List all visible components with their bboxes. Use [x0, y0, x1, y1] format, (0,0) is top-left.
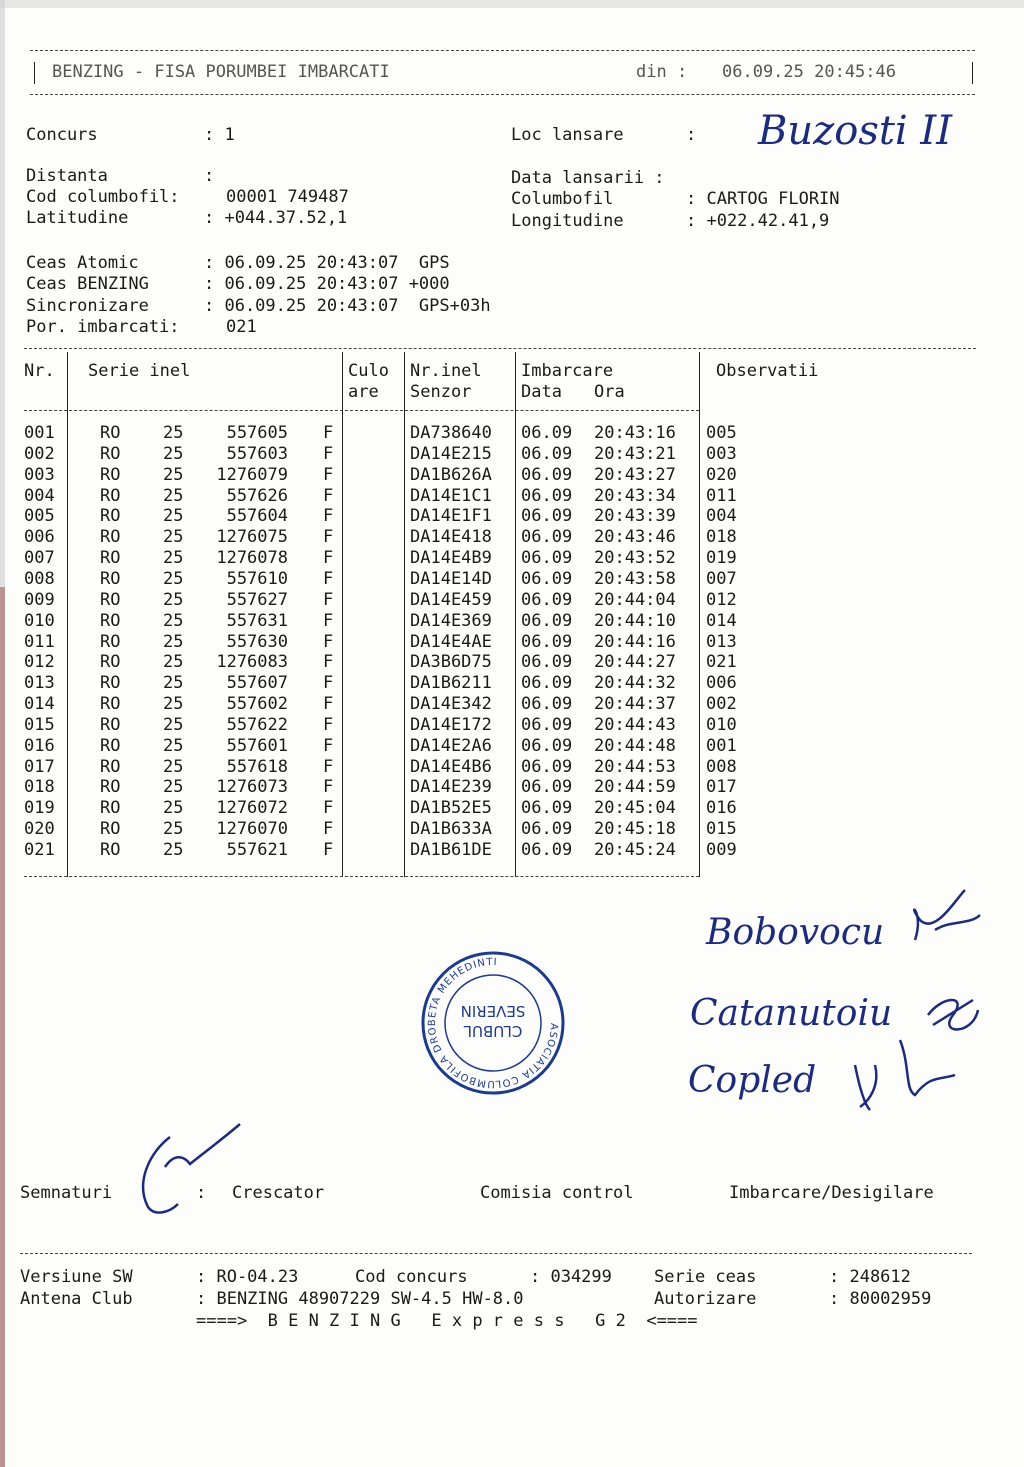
table-row — [0, 423, 1000, 444]
columbofil-value: : CARTOG FLORIN — [686, 189, 840, 209]
row-year: 25 — [163, 735, 184, 756]
row-ring-number: 557627 — [226, 589, 288, 610]
brand-banner: ====> B E N Z I N G E x p r e s s G 2 <==== — [196, 1311, 698, 1331]
row-observatii: 004 — [706, 506, 737, 527]
row-date: 06.09 — [521, 652, 573, 673]
table-row — [0, 715, 1000, 736]
row-country: RO — [100, 798, 121, 819]
row-country: RO — [100, 631, 121, 652]
row-observatii: 015 — [706, 819, 737, 840]
row-sensor-ring: DA1B52E5 — [410, 798, 492, 819]
row-time: 20:44:43 — [594, 714, 676, 735]
row-observatii: 008 — [706, 756, 737, 777]
row-country: RO — [100, 485, 121, 506]
row-date: 06.09 — [521, 798, 573, 819]
row-sex: F — [323, 714, 334, 735]
row-nr: 017 — [24, 756, 55, 777]
ceas-atomic-label: Ceas Atomic — [26, 253, 139, 273]
row-sensor-ring: DA14E1C1 — [410, 485, 492, 506]
row-observatii: 014 — [706, 610, 737, 631]
col-header-senzor: Senzor — [410, 382, 472, 402]
table-row — [0, 736, 1000, 757]
semnaturi-label: Semnaturi — [20, 1183, 113, 1203]
row-sensor-ring: DA14E4AE — [410, 631, 492, 652]
row-sex: F — [323, 777, 334, 798]
row-ring-number: 557607 — [226, 673, 288, 694]
row-year: 25 — [163, 819, 184, 840]
row-sex: F — [323, 506, 334, 527]
row-nr: 014 — [24, 694, 55, 715]
row-year: 25 — [163, 548, 184, 569]
row-date: 06.09 — [521, 423, 573, 443]
serie-ceas-label: Serie ceas — [654, 1267, 757, 1287]
row-date: 06.09 — [521, 548, 573, 569]
row-ring-number: 557610 — [226, 568, 288, 589]
row-observatii: 011 — [706, 485, 737, 506]
handwritten-name-3: Copled — [688, 1060, 817, 1101]
row-nr: 011 — [24, 631, 55, 652]
row-time: 20:44:37 — [594, 694, 676, 715]
row-time: 20:45:04 — [594, 798, 676, 819]
row-date: 06.09 — [521, 443, 573, 464]
table-row — [0, 444, 1000, 465]
row-ring-number: 1276079 — [216, 464, 288, 485]
col-header-data: Data — [521, 382, 562, 402]
loc-lansare-handwritten: Buzosti II — [758, 108, 953, 154]
row-observatii: 003 — [706, 443, 737, 464]
row-date: 06.09 — [521, 673, 573, 694]
columbofil-label: Columbofil — [511, 189, 614, 209]
row-year: 25 — [163, 506, 184, 527]
row-sensor-ring: DA14E239 — [410, 777, 492, 798]
row-sensor-ring: DA14E4B6 — [410, 756, 492, 777]
row-date: 06.09 — [521, 694, 573, 715]
row-sex: F — [323, 798, 334, 819]
row-time: 20:44:27 — [594, 652, 676, 673]
row-nr: 010 — [24, 610, 55, 631]
header-right-bar — [972, 62, 973, 84]
table-bottom-border — [24, 876, 699, 877]
row-observatii: 005 — [706, 423, 737, 443]
row-time: 20:43:34 — [594, 485, 676, 506]
row-sex: F — [323, 694, 334, 715]
row-time: 20:43:16 — [594, 423, 676, 443]
row-year: 25 — [163, 610, 184, 631]
row-nr: 016 — [24, 735, 55, 756]
row-country: RO — [100, 756, 121, 777]
semnaturi-colon: : — [196, 1183, 207, 1203]
porumbei-imbarcati-value: 021 — [226, 317, 257, 337]
sincronizare-label: Sincronizare — [26, 296, 149, 316]
row-nr: 007 — [24, 548, 55, 569]
row-ring-number: 557621 — [226, 840, 288, 860]
row-sensor-ring: DA14E418 — [410, 527, 492, 548]
table-row — [0, 548, 1000, 569]
row-nr: 008 — [24, 568, 55, 589]
row-country: RO — [100, 735, 121, 756]
row-country: RO — [100, 568, 121, 589]
row-country: RO — [100, 443, 121, 464]
row-year: 25 — [163, 714, 184, 735]
col-header-serie-inel: Serie inel — [88, 361, 191, 381]
row-nr: 003 — [24, 464, 55, 485]
row-ring-number: 557605 — [226, 423, 288, 443]
club-stamp — [418, 948, 568, 1098]
row-date: 06.09 — [521, 777, 573, 798]
ceas-benzing-value: : 06.09.25 20:43:07 +000 — [204, 274, 450, 294]
autorizare-label: Autorizare — [654, 1289, 757, 1309]
row-sensor-ring: DA1B61DE — [410, 840, 492, 860]
data-lansarii-label: Data lansarii : — [511, 168, 665, 188]
row-sex: F — [323, 464, 334, 485]
row-sex: F — [323, 443, 334, 464]
row-sex: F — [323, 756, 334, 777]
row-time: 20:45:24 — [594, 840, 676, 860]
row-country: RO — [100, 840, 121, 860]
stamp-line-2: SEVERIN — [460, 1002, 526, 1020]
row-sensor-ring: DA14E215 — [410, 443, 492, 464]
row-year: 25 — [163, 464, 184, 485]
serie-ceas-value: : 248612 — [829, 1267, 911, 1287]
latitudine-label: Latitudine — [26, 208, 129, 228]
row-date: 06.09 — [521, 735, 573, 756]
row-observatii: 001 — [706, 735, 737, 756]
row-date: 06.09 — [521, 485, 573, 506]
row-country: RO — [100, 527, 121, 548]
row-time: 20:43:39 — [594, 506, 676, 527]
versiune-sw-value: : RO-04.23 — [196, 1267, 299, 1287]
row-observatii: 002 — [706, 694, 737, 715]
col-header-observatii: Observatii — [716, 361, 819, 381]
row-time: 20:43:21 — [594, 443, 676, 464]
row-nr: 021 — [24, 840, 55, 860]
table-top-border — [24, 348, 976, 349]
row-ring-number: 557630 — [226, 631, 288, 652]
row-sensor-ring: DA14E342 — [410, 694, 492, 715]
row-country: RO — [100, 506, 121, 527]
row-observatii: 006 — [706, 673, 737, 694]
table-row — [0, 777, 1000, 798]
row-sensor-ring: DA1B626A — [410, 464, 492, 485]
row-ring-number: 557631 — [226, 610, 288, 631]
row-year: 25 — [163, 631, 184, 652]
row-ring-number: 557604 — [226, 506, 288, 527]
row-date: 06.09 — [521, 840, 573, 860]
row-nr: 009 — [24, 589, 55, 610]
crescator-label: Crescator — [232, 1183, 325, 1203]
table-row — [0, 694, 1000, 715]
row-nr: 006 — [24, 527, 55, 548]
row-observatii: 009 — [706, 840, 737, 860]
row-sensor-ring: DA14E14D — [410, 568, 492, 589]
antena-club-label: Antena Club — [20, 1289, 133, 1309]
table-row — [0, 465, 1000, 486]
row-ring-number: 1276070 — [216, 819, 288, 840]
row-year: 25 — [163, 589, 184, 610]
row-time: 20:43:58 — [594, 568, 676, 589]
table-row — [0, 506, 1000, 527]
footer-separator — [20, 1253, 972, 1254]
autorizare-value: : 80002959 — [829, 1289, 932, 1309]
row-year: 25 — [163, 756, 184, 777]
row-date: 06.09 — [521, 756, 573, 777]
concurs-value: : 1 — [204, 125, 235, 145]
row-country: RO — [100, 652, 121, 673]
row-nr: 001 — [24, 423, 55, 443]
handwritten-name-1: Bobovocu — [706, 912, 885, 953]
row-ring-number: 1276083 — [216, 652, 288, 673]
row-year: 25 — [163, 443, 184, 464]
col-header-nr-inel: Nr.inel — [410, 361, 482, 381]
col-header-nr: Nr. — [24, 361, 55, 381]
row-sex: F — [323, 423, 334, 443]
header-date-label: din : — [636, 62, 688, 82]
row-observatii: 020 — [706, 464, 737, 485]
row-ring-number: 557622 — [226, 714, 288, 735]
header-left-bar — [34, 62, 35, 84]
distanta-label: Distanta — [26, 166, 108, 186]
table-row — [0, 486, 1000, 507]
row-sex: F — [323, 610, 334, 631]
row-nr: 005 — [24, 506, 55, 527]
row-observatii: 010 — [706, 714, 737, 735]
signature-mark-3 — [840, 1035, 970, 1115]
porumbei-imbarcati-label: Por. imbarcati: — [26, 317, 180, 337]
row-ring-number: 1276075 — [216, 527, 288, 548]
row-ring-number: 1276078 — [216, 548, 288, 569]
row-nr: 015 — [24, 714, 55, 735]
row-country: RO — [100, 694, 121, 715]
row-ring-number: 557626 — [226, 485, 288, 506]
cod-concurs-label: Cod concurs — [355, 1267, 468, 1287]
row-observatii: 016 — [706, 798, 737, 819]
table-row — [0, 819, 1000, 840]
row-sex: F — [323, 548, 334, 569]
ceas-benzing-label: Ceas BENZING — [26, 274, 149, 294]
header-top-border — [30, 50, 975, 51]
col-header-culoare: Culo — [348, 361, 389, 381]
row-observatii: 013 — [706, 631, 737, 652]
row-sensor-ring: DA738640 — [410, 423, 492, 443]
versiune-sw-label: Versiune SW — [20, 1267, 133, 1287]
table-row — [0, 527, 1000, 548]
row-time: 20:44:04 — [594, 589, 676, 610]
row-date: 06.09 — [521, 610, 573, 631]
sincronizare-value: : 06.09.25 20:43:07 GPS+03h — [204, 296, 491, 316]
row-sensor-ring: DA14E4B9 — [410, 548, 492, 569]
stamp-outer-text: ASOCIATIA COLUMBOFILA DROBETA MEHEDINTI — [426, 956, 560, 1090]
latitudine-value: : +044.37.52,1 — [204, 208, 348, 228]
row-time: 20:45:18 — [594, 819, 676, 840]
row-year: 25 — [163, 527, 184, 548]
row-time: 20:43:27 — [594, 464, 676, 485]
row-year: 25 — [163, 423, 184, 443]
row-country: RO — [100, 589, 121, 610]
imbarcare-desigilare-label: Imbarcare/Desigilare — [729, 1183, 934, 1203]
row-time: 20:43:52 — [594, 548, 676, 569]
row-sensor-ring: DA14E172 — [410, 714, 492, 735]
table-row — [0, 590, 1000, 611]
col-header-culoare-2: are — [348, 382, 379, 402]
row-observatii: 021 — [706, 652, 737, 673]
row-date: 06.09 — [521, 527, 573, 548]
row-sensor-ring: DA14E1F1 — [410, 506, 492, 527]
row-sensor-ring: DA3B6D75 — [410, 652, 492, 673]
row-country: RO — [100, 423, 121, 443]
row-time: 20:44:48 — [594, 735, 676, 756]
row-year: 25 — [163, 798, 184, 819]
longitudine-value: : +022.42.41,9 — [686, 211, 830, 231]
signature-mark-1 — [895, 880, 985, 950]
table-row — [0, 757, 1000, 778]
row-ring-number: 557603 — [226, 443, 288, 464]
row-country: RO — [100, 714, 121, 735]
row-sensor-ring: DA14E2A6 — [410, 735, 492, 756]
row-year: 25 — [163, 694, 184, 715]
row-observatii: 018 — [706, 527, 737, 548]
row-year: 25 — [163, 652, 184, 673]
antena-club-value: : BENZING 48907229 SW-4.5 HW-8.0 — [196, 1289, 524, 1309]
row-time: 20:44:10 — [594, 610, 676, 631]
row-sex: F — [323, 568, 334, 589]
stamp-line-1: CLUBUL — [463, 1022, 523, 1040]
handwritten-name-2: Catanutoiu — [690, 993, 893, 1034]
row-country: RO — [100, 548, 121, 569]
col-header-ora: Ora — [594, 382, 625, 402]
row-country: RO — [100, 819, 121, 840]
row-nr: 020 — [24, 819, 55, 840]
col-header-imbarcare: Imbarcare — [521, 361, 614, 381]
row-date: 06.09 — [521, 506, 573, 527]
row-time: 20:44:59 — [594, 777, 676, 798]
row-sensor-ring: DA1B633A — [410, 819, 492, 840]
row-date: 06.09 — [521, 464, 573, 485]
row-sex: F — [323, 735, 334, 756]
row-country: RO — [100, 610, 121, 631]
row-time: 20:44:53 — [594, 756, 676, 777]
row-date: 06.09 — [521, 631, 573, 652]
row-observatii: 019 — [706, 548, 737, 569]
row-year: 25 — [163, 840, 184, 860]
row-year: 25 — [163, 485, 184, 506]
row-date: 06.09 — [521, 819, 573, 840]
row-time: 20:44:32 — [594, 673, 676, 694]
table-row — [0, 798, 1000, 819]
row-observatii: 007 — [706, 568, 737, 589]
row-country: RO — [100, 464, 121, 485]
row-nr: 004 — [24, 485, 55, 506]
row-ring-number: 557601 — [226, 735, 288, 756]
row-date: 06.09 — [521, 589, 573, 610]
header-date-value: 06.09.25 20:45:46 — [722, 62, 896, 82]
row-nr: 013 — [24, 673, 55, 694]
table-row — [0, 840, 1000, 861]
cod-columbofil-value: 00001 749487 — [226, 187, 349, 207]
row-sex: F — [323, 485, 334, 506]
cod-concurs-value: : 034299 — [530, 1267, 612, 1287]
table-row — [0, 652, 1000, 673]
crescator-signature — [130, 1112, 250, 1222]
table-header-separator — [24, 410, 699, 411]
distanta-value: : — [204, 166, 215, 186]
row-sex: F — [323, 673, 334, 694]
row-ring-number: 1276072 — [216, 798, 288, 819]
comisia-control-label: Comisia control — [480, 1183, 634, 1203]
loc-lansare-colon: : — [686, 125, 697, 145]
row-sex: F — [323, 527, 334, 548]
row-ring-number: 557602 — [226, 694, 288, 715]
row-time: 20:44:16 — [594, 631, 676, 652]
row-year: 25 — [163, 568, 184, 589]
table-row — [0, 569, 1000, 590]
table-row — [0, 632, 1000, 653]
concurs-label: Concurs — [26, 125, 98, 145]
row-sex: F — [323, 652, 334, 673]
cod-columbofil-label: Cod columbofil: — [26, 187, 180, 207]
longitudine-label: Longitudine — [511, 211, 624, 231]
row-sensor-ring: DA14E369 — [410, 610, 492, 631]
loc-lansare-label: Loc lansare — [511, 125, 624, 145]
row-country: RO — [100, 777, 121, 798]
row-sex: F — [323, 819, 334, 840]
row-sex: F — [323, 589, 334, 610]
row-ring-number: 557618 — [226, 756, 288, 777]
row-sensor-ring: DA1B6211 — [410, 673, 492, 694]
row-nr: 018 — [24, 777, 55, 798]
row-year: 25 — [163, 673, 184, 694]
row-observatii: 012 — [706, 589, 737, 610]
row-nr: 019 — [24, 798, 55, 819]
document-title: BENZING - FISA PORUMBEI IMBARCATI — [52, 62, 390, 82]
row-year: 25 — [163, 777, 184, 798]
row-nr: 002 — [24, 443, 55, 464]
row-country: RO — [100, 673, 121, 694]
table-row — [0, 673, 1000, 694]
ceas-atomic-value: : 06.09.25 20:43:07 GPS — [204, 253, 450, 273]
row-time: 20:43:46 — [594, 527, 676, 548]
header-bottom-border — [30, 94, 975, 95]
row-nr: 012 — [24, 652, 55, 673]
row-date: 06.09 — [521, 568, 573, 589]
paper-top-edge — [0, 0, 1024, 8]
row-sensor-ring: DA14E459 — [410, 589, 492, 610]
table-row — [0, 611, 1000, 632]
row-sex: F — [323, 840, 334, 860]
row-observatii: 017 — [706, 777, 737, 798]
row-ring-number: 1276073 — [216, 777, 288, 798]
row-date: 06.09 — [521, 714, 573, 735]
row-sex: F — [323, 631, 334, 652]
